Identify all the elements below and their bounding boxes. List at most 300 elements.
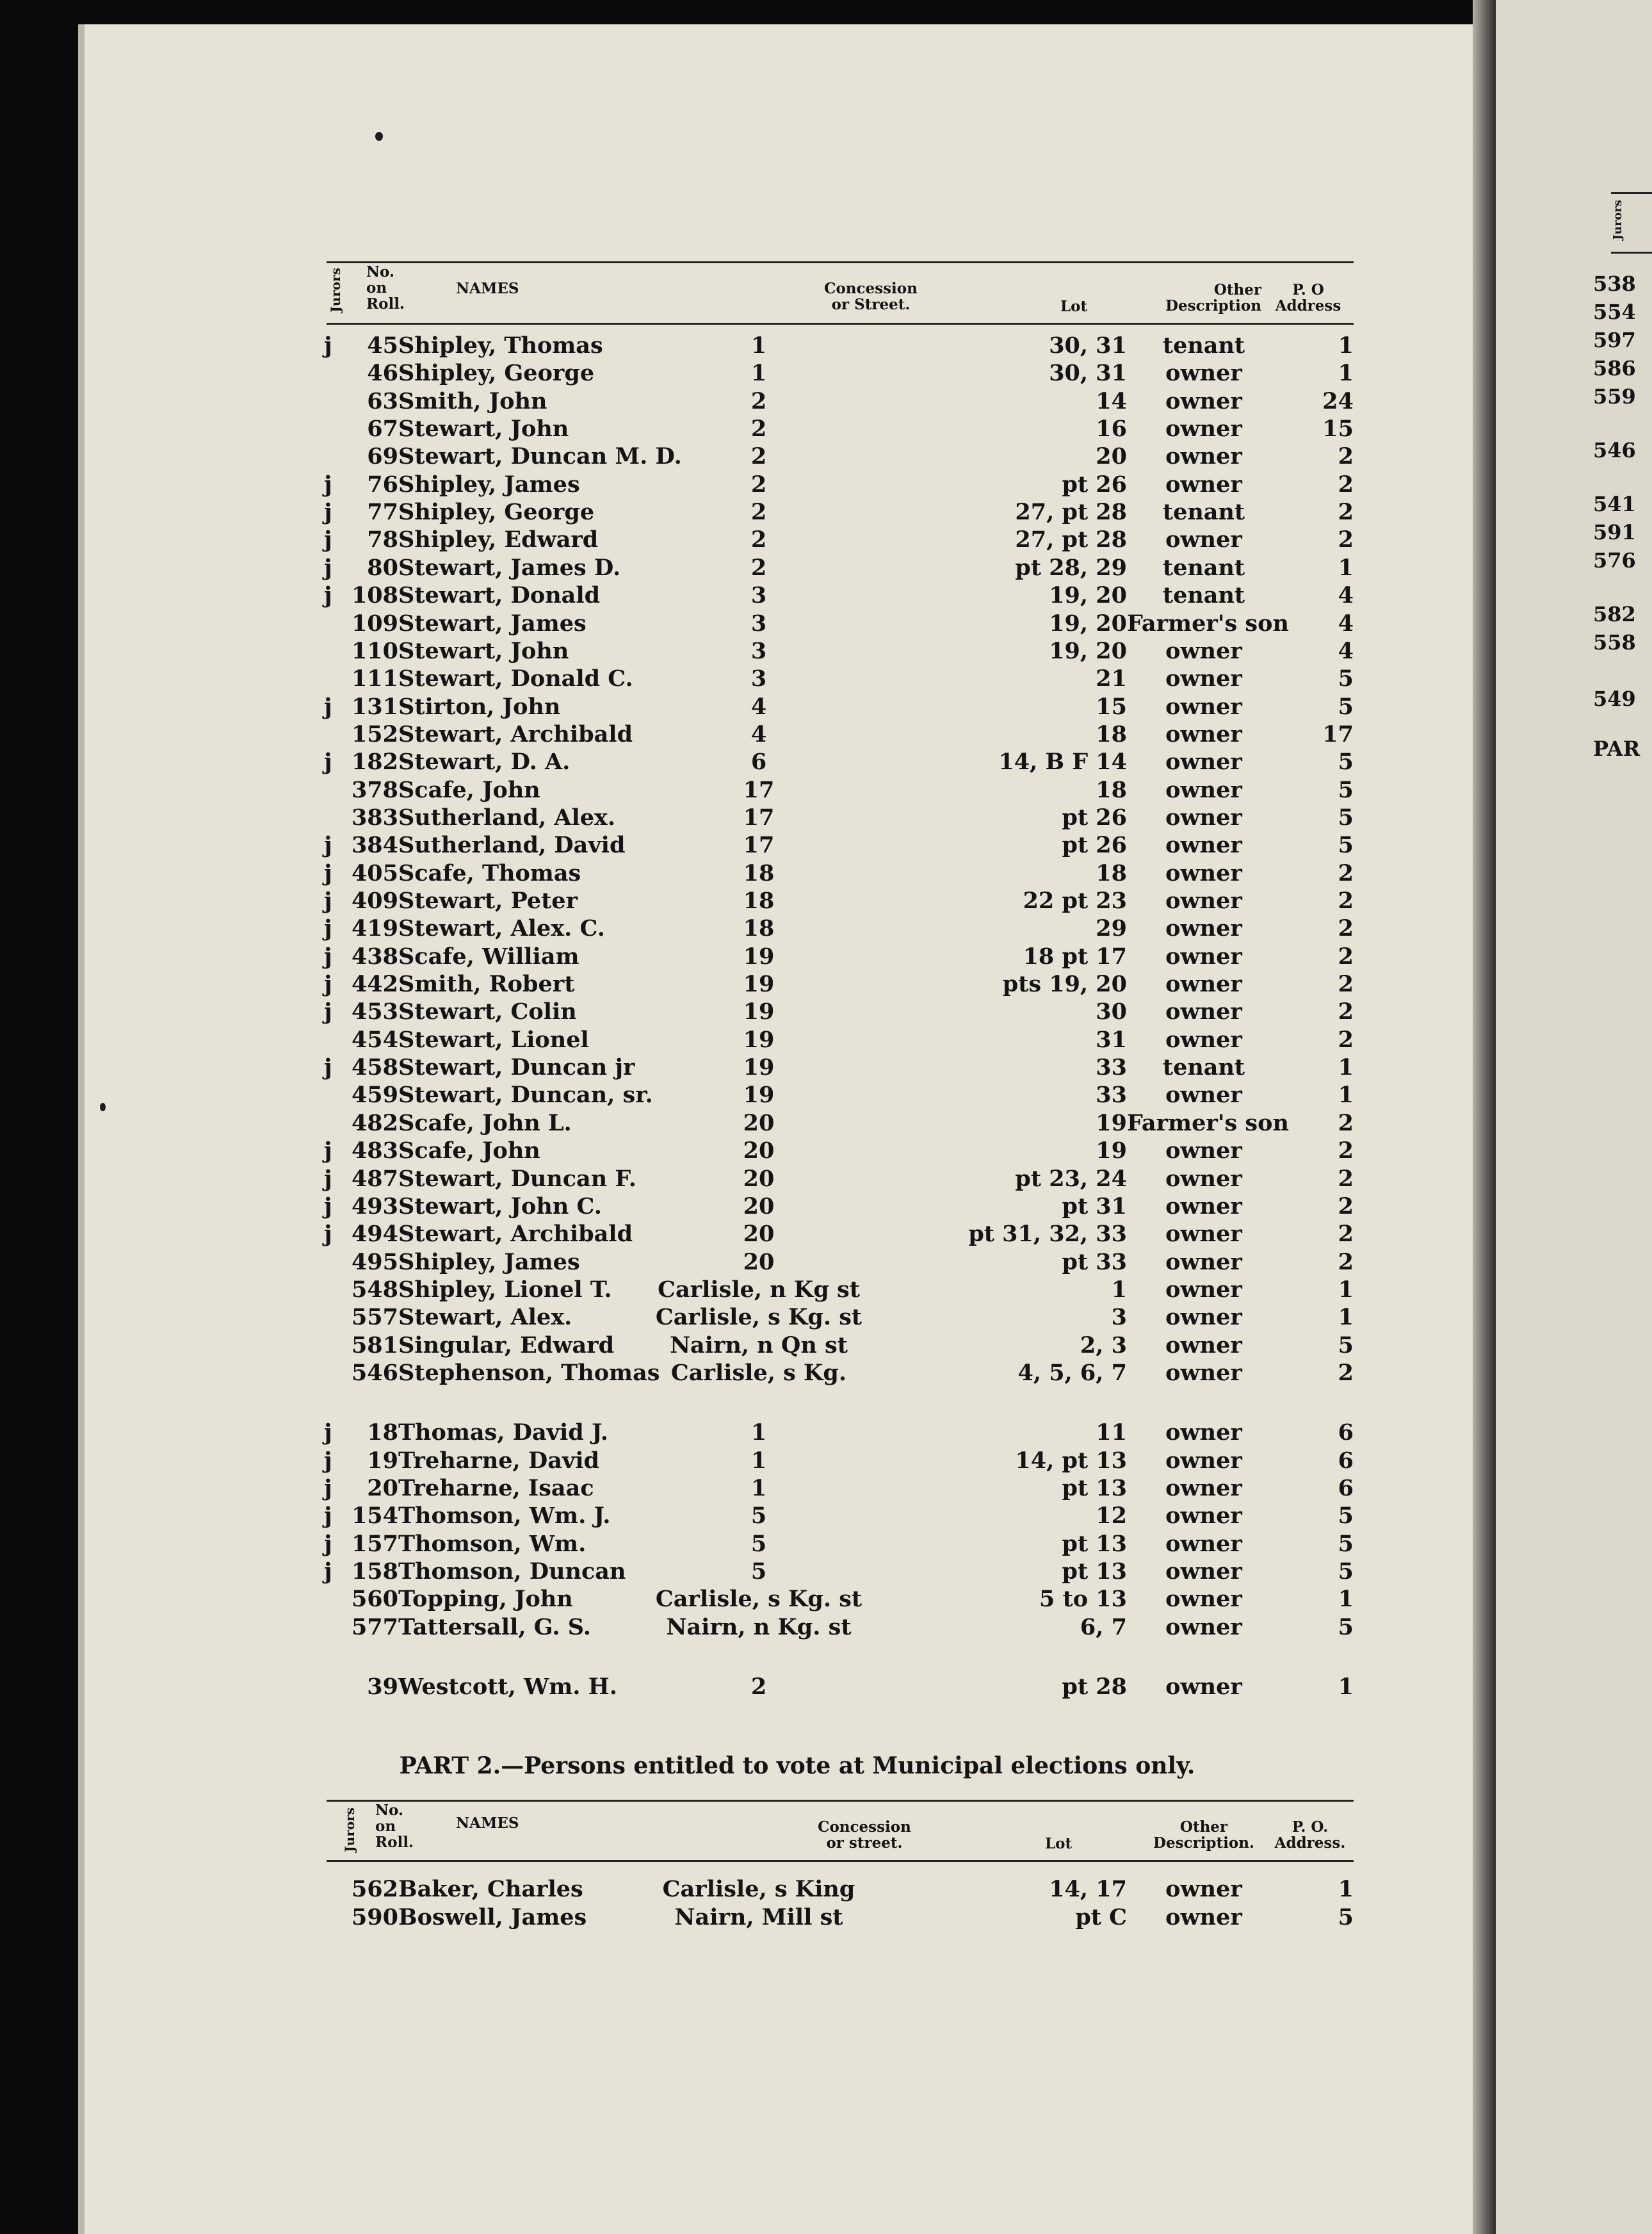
- juror-mark: j: [324, 1221, 332, 1247]
- table-row: [0, 582, 1473, 609]
- table-row: [0, 1248, 1473, 1276]
- po-address: 5: [1338, 1503, 1354, 1529]
- elector-name: Scafe, John: [398, 777, 540, 803]
- po-address: 2: [1338, 971, 1354, 997]
- part1-po-address-header: P. O Address: [1275, 281, 1341, 314]
- elector-name: Treharne, David: [398, 1447, 599, 1474]
- concession: 18: [743, 860, 775, 886]
- lot: 18: [1096, 860, 1127, 886]
- part1-no-on-roll-header: No. on Roll.: [366, 263, 405, 313]
- table-row: [0, 1026, 1473, 1054]
- po-address: 2: [1338, 1137, 1354, 1164]
- juror-mark: j: [324, 1558, 332, 1585]
- concession: 19: [743, 943, 775, 970]
- roll-number: 19: [367, 1447, 398, 1474]
- table-row: [0, 1474, 1473, 1502]
- po-address: 2: [1338, 526, 1354, 553]
- elector-name: Stewart, Duncan F.: [398, 1166, 636, 1192]
- facing-page-number: 597: [1593, 328, 1636, 352]
- table-row: [0, 1220, 1473, 1248]
- part2-names-header: NAMES: [456, 1814, 519, 1832]
- roll-number: 20: [367, 1475, 398, 1501]
- concession: 6: [750, 749, 767, 775]
- table-row: [0, 1904, 1473, 1931]
- juror-mark: j: [324, 971, 332, 997]
- other-description: tenant: [1162, 582, 1245, 608]
- po-address: 2: [1338, 943, 1354, 970]
- elector-name: Thomas, David J.: [398, 1419, 608, 1446]
- concession: 2: [750, 555, 767, 581]
- other-description: owner: [1165, 999, 1242, 1025]
- lot: 30, 31: [1049, 332, 1127, 359]
- po-address: 1: [1338, 1304, 1354, 1330]
- roll-number: 46: [367, 360, 398, 386]
- table-row: [0, 471, 1473, 498]
- ink-speck: [375, 132, 383, 141]
- table-row: [0, 1332, 1473, 1359]
- elector-name: Stewart, Donald: [398, 582, 601, 608]
- lot: 20: [1096, 443, 1127, 469]
- facing-page-number: 546: [1593, 438, 1636, 462]
- concession: 2: [750, 471, 767, 498]
- other-description: owner: [1165, 1304, 1242, 1330]
- roll-number: 111: [351, 665, 398, 692]
- lot: 30, 31: [1049, 360, 1127, 386]
- po-address: 1: [1338, 555, 1354, 581]
- roll-number: 405: [351, 860, 398, 886]
- elector-name: Stewart, Duncan M. D.: [398, 443, 682, 469]
- po-address: 2: [1338, 471, 1354, 498]
- concession: 3: [750, 638, 767, 664]
- table-row: [0, 1875, 1473, 1903]
- roll-number: 110: [351, 638, 398, 664]
- concession: Nairn, Mill st: [674, 1904, 843, 1930]
- roll-number: 76: [367, 471, 398, 498]
- po-address: 4: [1338, 638, 1354, 664]
- lot: 19, 20: [1049, 638, 1127, 664]
- other-description: owner: [1165, 665, 1242, 692]
- elector-name: Stewart, Archibald: [398, 1221, 633, 1247]
- elector-name: Shipley, Thomas: [398, 332, 603, 359]
- roll-number: 45: [367, 332, 398, 359]
- elector-name: Thomson, Duncan: [398, 1558, 626, 1585]
- po-address: 5: [1338, 777, 1354, 803]
- lot: pt 31: [1062, 1193, 1127, 1219]
- lot: 33: [1096, 1054, 1127, 1080]
- lot: pt 33: [1062, 1249, 1127, 1275]
- other-description: owner: [1165, 749, 1242, 775]
- juror-mark: j: [324, 1503, 332, 1529]
- table-row: [0, 831, 1473, 859]
- roll-number: 562: [351, 1876, 398, 1902]
- elector-name: Shipley, Lionel T.: [398, 1276, 612, 1303]
- roll-number: 487: [351, 1166, 398, 1192]
- po-address: 1: [1338, 1054, 1354, 1080]
- concession: 1: [750, 1475, 767, 1501]
- book-gutter: [1473, 0, 1496, 2234]
- lot: 15: [1096, 694, 1127, 720]
- juror-mark: j: [324, 1137, 332, 1164]
- concession: Carlisle, s Kg. st: [655, 1586, 862, 1612]
- other-description: tenant: [1162, 1054, 1245, 1080]
- table-row: [0, 1613, 1473, 1641]
- po-address: 2: [1338, 1249, 1354, 1275]
- concession: 20: [743, 1137, 775, 1164]
- elector-name: Stewart, Alex. C.: [398, 915, 605, 942]
- table-row: [0, 415, 1473, 443]
- po-address: 6: [1338, 1419, 1354, 1446]
- part1-lot-header: Lot: [1060, 298, 1088, 315]
- juror-mark: j: [324, 943, 332, 970]
- other-description: owner: [1165, 1249, 1242, 1275]
- roll-number: 182: [351, 749, 398, 775]
- part2-concession-header: Concession or street.: [818, 1818, 911, 1852]
- po-address: 2: [1338, 1166, 1354, 1192]
- other-description: owner: [1165, 1360, 1242, 1386]
- lot: pt 28, 29: [1015, 555, 1127, 581]
- elector-name: Thomson, Wm. J.: [398, 1503, 611, 1529]
- concession: 17: [743, 804, 775, 831]
- elector-name: Treharne, Isaac: [398, 1475, 594, 1501]
- juror-mark: j: [324, 860, 332, 886]
- roll-number: 157: [351, 1531, 398, 1557]
- po-address: 6: [1338, 1475, 1354, 1501]
- part2-other-description-header: Other Description.: [1153, 1818, 1254, 1852]
- po-address: 5: [1338, 749, 1354, 775]
- po-address: 5: [1338, 804, 1354, 831]
- roll-number: 378: [351, 777, 398, 803]
- elector-name: Singular, Edward: [398, 1332, 615, 1358]
- facing-page-number: 558: [1593, 630, 1636, 655]
- roll-number: 458: [351, 1054, 398, 1080]
- table-row: [0, 1109, 1473, 1137]
- roll-number: 493: [351, 1193, 398, 1219]
- part1-names-header: NAMES: [456, 280, 519, 297]
- table-row: [0, 498, 1473, 526]
- roll-number: 546: [351, 1360, 398, 1386]
- roll-number: 152: [351, 721, 398, 747]
- elector-name: Stewart, Alex.: [398, 1304, 572, 1330]
- table-row: [0, 1137, 1473, 1164]
- table-row: [0, 332, 1473, 359]
- juror-mark: j: [324, 1475, 332, 1501]
- lot: pt 13: [1062, 1531, 1127, 1557]
- po-address: 1: [1338, 1082, 1354, 1108]
- concession: 20: [743, 1110, 775, 1136]
- table-row: [0, 610, 1473, 637]
- roll-number: 581: [351, 1332, 398, 1358]
- table-row: [0, 1585, 1473, 1613]
- table-row: [0, 1193, 1473, 1220]
- roll-number: 454: [351, 1027, 398, 1053]
- roll-number: 560: [351, 1586, 398, 1612]
- table-row: [0, 1359, 1473, 1387]
- facing-page-number: 541: [1593, 492, 1636, 516]
- lot: 33: [1096, 1082, 1127, 1108]
- concession: 17: [743, 777, 775, 803]
- lot: 4, 5, 6, 7: [1017, 1360, 1127, 1386]
- roll-number: 482: [351, 1110, 398, 1136]
- lot: pt 13: [1062, 1475, 1127, 1501]
- roll-number: 453: [351, 999, 398, 1025]
- facing-page-number: 549: [1593, 687, 1636, 711]
- other-description: owner: [1165, 971, 1242, 997]
- elector-name: Stewart, John: [398, 416, 569, 442]
- concession: 2: [750, 526, 767, 553]
- other-description: owner: [1165, 1332, 1242, 1358]
- juror-mark: j: [324, 749, 332, 775]
- other-description: owner: [1165, 1614, 1242, 1640]
- elector-name: Shipley, George: [398, 499, 595, 525]
- facing-page-number: 538: [1593, 272, 1636, 296]
- other-description: owner: [1165, 1447, 1242, 1474]
- roll-number: 154: [351, 1503, 398, 1529]
- other-description: owner: [1165, 860, 1242, 886]
- other-description: owner: [1165, 1904, 1242, 1930]
- table-row: [0, 1081, 1473, 1109]
- elector-name: Westcott, Wm. H.: [398, 1674, 617, 1700]
- po-address: 2: [1338, 499, 1354, 525]
- roll-number: 419: [351, 915, 398, 942]
- part1-other-description-header: Other Description: [1165, 281, 1261, 314]
- elector-name: Stewart, Duncan, sr.: [398, 1082, 653, 1108]
- elector-name: Stewart, Lionel: [398, 1027, 589, 1053]
- juror-mark: j: [324, 471, 332, 498]
- elector-name: Thomson, Wm.: [398, 1531, 587, 1557]
- roll-number: 442: [351, 971, 398, 997]
- po-address: 2: [1338, 443, 1354, 469]
- other-description: owner: [1165, 1221, 1242, 1247]
- elector-name: Baker, Charles: [398, 1876, 583, 1902]
- po-address: 15: [1322, 416, 1354, 442]
- other-description: owner: [1165, 1503, 1242, 1529]
- juror-mark: j: [324, 999, 332, 1025]
- other-description: owner: [1165, 1586, 1242, 1612]
- roll-number: 18: [367, 1419, 398, 1446]
- table-row: [0, 359, 1473, 387]
- lot: 18: [1096, 777, 1127, 803]
- elector-name: Stewart, Colin: [398, 999, 577, 1025]
- juror-mark: j: [324, 915, 332, 942]
- table-row: [0, 887, 1473, 915]
- po-address: 6: [1338, 1447, 1354, 1474]
- part2-no-on-roll-header: No. on Roll.: [375, 1802, 414, 1851]
- juror-mark: j: [324, 1419, 332, 1446]
- other-description: owner: [1165, 832, 1242, 858]
- table-row: [0, 998, 1473, 1025]
- juror-mark: j: [324, 1447, 332, 1474]
- concession: 2: [750, 499, 767, 525]
- juror-mark: j: [324, 1193, 332, 1219]
- table-row: [0, 1673, 1473, 1700]
- po-address: 1: [1338, 360, 1354, 386]
- table-row: [0, 1276, 1473, 1303]
- roll-number: 438: [351, 943, 398, 970]
- elector-name: Shipley, James: [398, 471, 580, 498]
- other-description: owner: [1165, 1419, 1242, 1446]
- part2-lot-header: Lot: [1045, 1835, 1073, 1852]
- other-description: owner: [1165, 1558, 1242, 1585]
- part1-header-top-rule: [327, 261, 1354, 263]
- other-description: owner: [1165, 1166, 1242, 1192]
- concession: 20: [743, 1193, 775, 1219]
- elector-name: Stewart, James D.: [398, 555, 621, 581]
- other-description: owner: [1165, 694, 1242, 720]
- other-description: owner: [1165, 526, 1242, 553]
- lot: pt 31, 32, 33: [968, 1221, 1127, 1247]
- lot: 5 to 13: [1039, 1586, 1127, 1612]
- concession: 19: [743, 1054, 775, 1080]
- lot: 19: [1096, 1137, 1127, 1164]
- table-row: [0, 443, 1473, 470]
- facing-page-number: 559: [1593, 384, 1636, 409]
- other-description: owner: [1165, 1475, 1242, 1501]
- concession: 3: [750, 610, 767, 637]
- lot: 19: [1096, 1110, 1127, 1136]
- concession: 1: [750, 1419, 767, 1446]
- lot: 14, 17: [1049, 1876, 1127, 1902]
- juror-mark: j: [324, 526, 332, 553]
- concession: 2: [750, 443, 767, 469]
- lot: pt 26: [1062, 832, 1127, 858]
- other-description: owner: [1165, 1027, 1242, 1053]
- elector-name: Shipley, George: [398, 360, 595, 386]
- part1-header-bottom-rule: [327, 323, 1354, 325]
- lot: pts 19, 20: [1002, 971, 1127, 997]
- lot: pt 23, 24: [1015, 1166, 1127, 1192]
- juror-mark: j: [324, 1054, 332, 1080]
- roll-number: 384: [351, 832, 398, 858]
- other-description: tenant: [1162, 499, 1245, 525]
- elector-name: Sutherland, Alex.: [398, 804, 616, 831]
- elector-name: Sutherland, David: [398, 832, 626, 858]
- table-row: [0, 526, 1473, 553]
- roll-number: 63: [367, 388, 398, 414]
- other-description: owner: [1165, 777, 1242, 803]
- po-address: 2: [1338, 888, 1354, 914]
- concession: Carlisle, s Kg. st: [655, 1304, 862, 1330]
- concession: 19: [743, 999, 775, 1025]
- table-row: [0, 1530, 1473, 1558]
- po-address: 2: [1338, 1221, 1354, 1247]
- concession: 5: [750, 1531, 767, 1557]
- table-row: [0, 1558, 1473, 1585]
- po-address: 4: [1338, 582, 1354, 608]
- other-description: owner: [1165, 1531, 1242, 1557]
- elector-name: Smith, John: [398, 388, 547, 414]
- elector-name: Scafe, William: [398, 943, 579, 970]
- concession: 18: [743, 888, 775, 914]
- roll-number: 557: [351, 1304, 398, 1330]
- concession: Nairn, n Qn st: [670, 1332, 848, 1358]
- facing-page-number: 576: [1593, 548, 1636, 573]
- po-address: 24: [1322, 388, 1354, 414]
- elector-name: Stewart, Duncan jr: [398, 1054, 635, 1080]
- roll-number: 483: [351, 1137, 398, 1164]
- lot: 14: [1096, 388, 1127, 414]
- lot: 12: [1096, 1503, 1127, 1529]
- table-row: [0, 721, 1473, 748]
- roll-number: 69: [367, 443, 398, 469]
- elector-name: Stewart, Peter: [398, 888, 578, 914]
- concession: 20: [743, 1166, 775, 1192]
- table-row: [0, 665, 1473, 692]
- juror-mark: j: [324, 832, 332, 858]
- concession: 5: [750, 1558, 767, 1585]
- po-address: 5: [1338, 694, 1354, 720]
- table-row: [0, 1502, 1473, 1529]
- facing-page-part-label: PAR: [1593, 737, 1640, 761]
- table-row: [0, 776, 1473, 804]
- other-description: owner: [1165, 360, 1242, 386]
- other-description: owner: [1165, 1276, 1242, 1303]
- lot: 14, B F 14: [998, 749, 1127, 775]
- table-row: [0, 943, 1473, 970]
- lot: 2, 3: [1080, 1332, 1127, 1358]
- table-row: [0, 860, 1473, 887]
- lot: pt 13: [1062, 1558, 1127, 1585]
- concession: 2: [750, 416, 767, 442]
- concession: 3: [750, 582, 767, 608]
- lot: 18: [1096, 721, 1127, 747]
- concession: 2: [750, 1674, 767, 1700]
- juror-mark: j: [324, 499, 332, 525]
- elector-name: Stewart, Donald C.: [398, 665, 633, 692]
- table-row: [0, 387, 1473, 415]
- juror-mark: j: [324, 888, 332, 914]
- po-address: 2: [1338, 1360, 1354, 1386]
- elector-name: Stirton, John: [398, 694, 561, 720]
- po-address: 5: [1338, 1904, 1354, 1930]
- elector-name: Scafe, Thomas: [398, 860, 581, 886]
- juror-mark: j: [324, 694, 332, 720]
- roll-number: 108: [351, 582, 398, 608]
- juror-mark: j: [324, 582, 332, 608]
- lot: 16: [1096, 416, 1127, 442]
- po-address: 5: [1338, 1332, 1354, 1358]
- po-address: 5: [1338, 1614, 1354, 1640]
- other-description: owner: [1165, 1674, 1242, 1700]
- facing-page-jurors-label: Jurors: [1611, 200, 1624, 240]
- po-address: 5: [1338, 665, 1354, 692]
- other-description: owner: [1165, 1082, 1242, 1108]
- part2-po-address-header: P. O. Address.: [1274, 1818, 1346, 1852]
- concession: 19: [743, 1027, 775, 1053]
- roll-number: 131: [351, 694, 398, 720]
- other-description: owner: [1165, 888, 1242, 914]
- lot: 14, pt 13: [1015, 1447, 1127, 1474]
- elector-name: Stewart, James: [398, 610, 587, 637]
- lot: 27, pt 28: [1015, 526, 1127, 553]
- po-address: 1: [1338, 1876, 1354, 1902]
- table-row: [0, 1165, 1473, 1193]
- roll-number: 67: [367, 416, 398, 442]
- other-description: owner: [1165, 471, 1242, 498]
- juror-mark: j: [324, 1531, 332, 1557]
- concession: 19: [743, 1082, 775, 1108]
- table-row: [0, 804, 1473, 831]
- part1-jurors-header: Jurors: [328, 268, 343, 313]
- lot: pt 28: [1062, 1674, 1127, 1700]
- elector-name: Shipley, Edward: [398, 526, 599, 553]
- table-row: [0, 915, 1473, 942]
- lot: pt C: [1075, 1904, 1127, 1930]
- other-description: owner: [1165, 638, 1242, 664]
- lot: pt 26: [1062, 471, 1127, 498]
- other-description: owner: [1165, 1193, 1242, 1219]
- facing-page-number: 554: [1593, 300, 1636, 324]
- other-description: Farmer's son: [1127, 610, 1289, 637]
